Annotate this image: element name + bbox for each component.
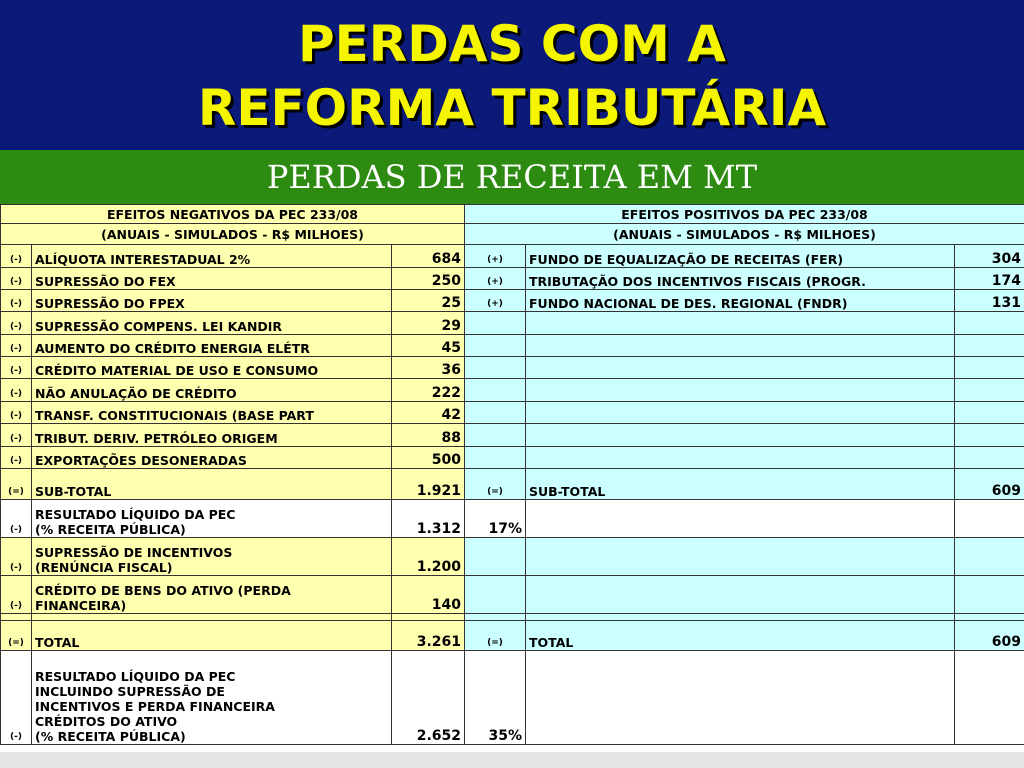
empty-cell: [465, 424, 526, 447]
item-value: 42: [392, 402, 465, 424]
table-row: [1, 268, 1024, 290]
item-value: 140: [392, 576, 465, 614]
empty-cell: [526, 379, 955, 402]
negative-effects-header: EFEITOS NEGATIVOS DA PEC 233/08: [1, 205, 465, 224]
empty-cell: [526, 576, 955, 614]
empty-cell: [955, 379, 1024, 402]
final-result-label: [32, 651, 392, 745]
sign-cell: (-): [1, 424, 32, 447]
empty-cell: [955, 651, 1024, 745]
empty-cell: [955, 447, 1024, 469]
empty-cell: [526, 538, 955, 576]
empty-cell: [526, 357, 955, 379]
item-label: ALÍQUOTA INTERESTADUAL 2%: [32, 245, 392, 268]
item-label-line: CRÉDITO DE BENS DO ATIVO (PERDA: [35, 583, 291, 598]
sign-cell: (+): [465, 268, 526, 290]
sign-cell: (-): [1, 538, 32, 576]
item-value: 304: [955, 245, 1024, 268]
total-value: 3.261: [392, 621, 465, 651]
empty-cell: [526, 424, 955, 447]
empty-cell: [955, 424, 1024, 447]
item-value: 174: [955, 268, 1024, 290]
empty-cell: [526, 335, 955, 357]
total-label: TOTAL: [526, 621, 955, 651]
item-value: 222: [392, 379, 465, 402]
result-row: [1, 500, 1024, 538]
final-result-percent: 35%: [465, 651, 526, 745]
item-value: 500: [392, 447, 465, 469]
table-row: [1, 447, 1024, 469]
slide-title-line2: REFORMA TRIBUTÁRIA: [197, 79, 827, 137]
final-label-line: CRÉDITOS DO ATIVO: [35, 714, 178, 729]
table-row: [1, 576, 1024, 614]
sign-cell: (-): [1, 402, 32, 424]
result-value: 1.312: [392, 500, 465, 538]
empty-cell: [526, 402, 955, 424]
subtotal-label: SUB-TOTAL: [32, 469, 392, 500]
subtotal-label: SUB-TOTAL: [526, 469, 955, 500]
empty-cell: [1, 614, 32, 621]
result-label-line: RESULTADO LÍQUIDO DA PEC: [35, 507, 236, 522]
table-row: [1, 290, 1024, 312]
item-label-line: SUPRESSÃO DE INCENTIVOS: [35, 545, 233, 560]
empty-cell: [465, 357, 526, 379]
item-value: 684: [392, 245, 465, 268]
table-row: [1, 245, 1024, 268]
sign-cell: (+): [465, 290, 526, 312]
item-value: 25: [392, 290, 465, 312]
result-percent: 17%: [465, 500, 526, 538]
sign-cell: (+): [465, 245, 526, 268]
empty-cell: [465, 335, 526, 357]
item-value: 45: [392, 335, 465, 357]
sign-cell: (-): [1, 379, 32, 402]
item-value: 36: [392, 357, 465, 379]
table-row: [1, 402, 1024, 424]
sign-cell: (-): [1, 447, 32, 469]
final-result-row: [1, 651, 1024, 745]
subtotal-value: 609: [955, 469, 1024, 500]
empty-cell: [526, 312, 955, 335]
table-row: [1, 335, 1024, 357]
item-label: SUPRESSÃO COMPENS. LEI KANDIR: [32, 312, 392, 335]
empty-cell: [465, 447, 526, 469]
empty-cell: [955, 538, 1024, 576]
table-row: [1, 538, 1024, 576]
empty-cell: [465, 312, 526, 335]
final-result-value: 2.652: [392, 651, 465, 745]
item-label: TRIBUT. DERIV. PETRÓLEO ORIGEM: [32, 424, 392, 447]
sign-cell: (-): [1, 357, 32, 379]
item-value: 250: [392, 268, 465, 290]
empty-cell: [465, 538, 526, 576]
final-label-line: RESULTADO LÍQUIDO DA PEC: [35, 669, 236, 684]
sign-cell: (-): [1, 651, 32, 745]
item-label: NÃO ANULAÇÃO DE CRÉDITO: [32, 379, 392, 402]
item-label: AUMENTO DO CRÉDITO ENERGIA ELÉTR: [32, 335, 392, 357]
subtitle-band: PERDAS DE RECEITA EM MT: [0, 150, 1024, 204]
item-value: 88: [392, 424, 465, 447]
table-row: [1, 424, 1024, 447]
table-row: [1, 379, 1024, 402]
item-label: TRIBUTAÇÃO DOS INCENTIVOS FISCAIS (PROGR.: [526, 268, 955, 290]
result-label-line: (% RECEITA PÚBLICA): [35, 522, 186, 537]
item-label: FUNDO NACIONAL DE DES. REGIONAL (FNDR): [526, 290, 955, 312]
positive-effects-subheader: (ANUAIS - SIMULADOS - R$ MILHOES): [465, 224, 1024, 245]
empty-cell: [955, 576, 1024, 614]
sign-cell: (-): [1, 312, 32, 335]
item-label: SUPRESSÃO DO FEX: [32, 268, 392, 290]
spacer-row: [1, 614, 1024, 621]
empty-cell: [955, 500, 1024, 538]
total-label: TOTAL: [32, 621, 392, 651]
sign-cell: (=): [465, 469, 526, 500]
title-banner: [0, 0, 1024, 150]
positive-effects-header: EFEITOS POSITIVOS DA PEC 233/08: [465, 205, 1024, 224]
item-label-line: (RENÚNCIA FISCAL): [35, 560, 173, 575]
table-row: [1, 357, 1024, 379]
empty-cell: [465, 576, 526, 614]
item-value: 131: [955, 290, 1024, 312]
sign-cell: (-): [1, 245, 32, 268]
final-label-line: (% RECEITA PÚBLICA): [35, 729, 186, 744]
negative-effects-subheader: (ANUAIS - SIMULADOS - R$ MILHOES): [1, 224, 465, 245]
empty-cell: [465, 402, 526, 424]
header-row: [1, 224, 1024, 245]
sign-cell: (=): [465, 621, 526, 651]
item-label: [32, 576, 392, 614]
sign-cell: (-): [1, 500, 32, 538]
sign-cell: (=): [1, 621, 32, 651]
empty-cell: [526, 500, 955, 538]
result-label: [32, 500, 392, 538]
item-label: TRANSF. CONSTITUCIONAIS (BASE PART: [32, 402, 392, 424]
header-row: [1, 205, 1024, 224]
sign-cell: (=): [1, 469, 32, 500]
subtotal-value: 1.921: [392, 469, 465, 500]
empty-cell: [392, 614, 465, 621]
item-label: SUPRESSÃO DO FPEX: [32, 290, 392, 312]
empty-cell: [955, 357, 1024, 379]
sign-cell: (-): [1, 290, 32, 312]
final-label-line: INCENTIVOS E PERDA FINANCEIRA: [35, 699, 275, 714]
item-value: 29: [392, 312, 465, 335]
empty-cell: [465, 614, 526, 621]
item-label: [32, 538, 392, 576]
item-label: FUNDO DE EQUALIZAÇÃO DE RECEITAS (FER): [526, 245, 955, 268]
slide-title-line1: PERDAS COM A: [298, 15, 726, 73]
empty-cell: [526, 614, 955, 621]
empty-cell: [955, 312, 1024, 335]
item-label: CRÉDITO MATERIAL DE USO E CONSUMO: [32, 357, 392, 379]
empty-cell: [955, 335, 1024, 357]
empty-cell: [465, 379, 526, 402]
total-row: [1, 621, 1024, 651]
empty-cell: [526, 447, 955, 469]
item-label-line: FINANCEIRA): [35, 598, 127, 613]
total-value: 609: [955, 621, 1024, 651]
empty-cell: [955, 402, 1024, 424]
empty-cell: [32, 614, 392, 621]
subtotal-row: [1, 469, 1024, 500]
sign-cell: (-): [1, 335, 32, 357]
table-row: [1, 312, 1024, 335]
item-label: EXPORTAÇÕES DESONERADAS: [32, 447, 392, 469]
empty-cell: [955, 614, 1024, 621]
sign-cell: (-): [1, 268, 32, 290]
sign-cell: (-): [1, 576, 32, 614]
empty-cell: [526, 651, 955, 745]
final-label-line: INCLUINDO SUPRESSÃO DE: [35, 684, 225, 699]
bottom-edge-bar: [0, 752, 1024, 768]
item-value: 1.200: [392, 538, 465, 576]
revenue-loss-table: [0, 204, 1024, 745]
